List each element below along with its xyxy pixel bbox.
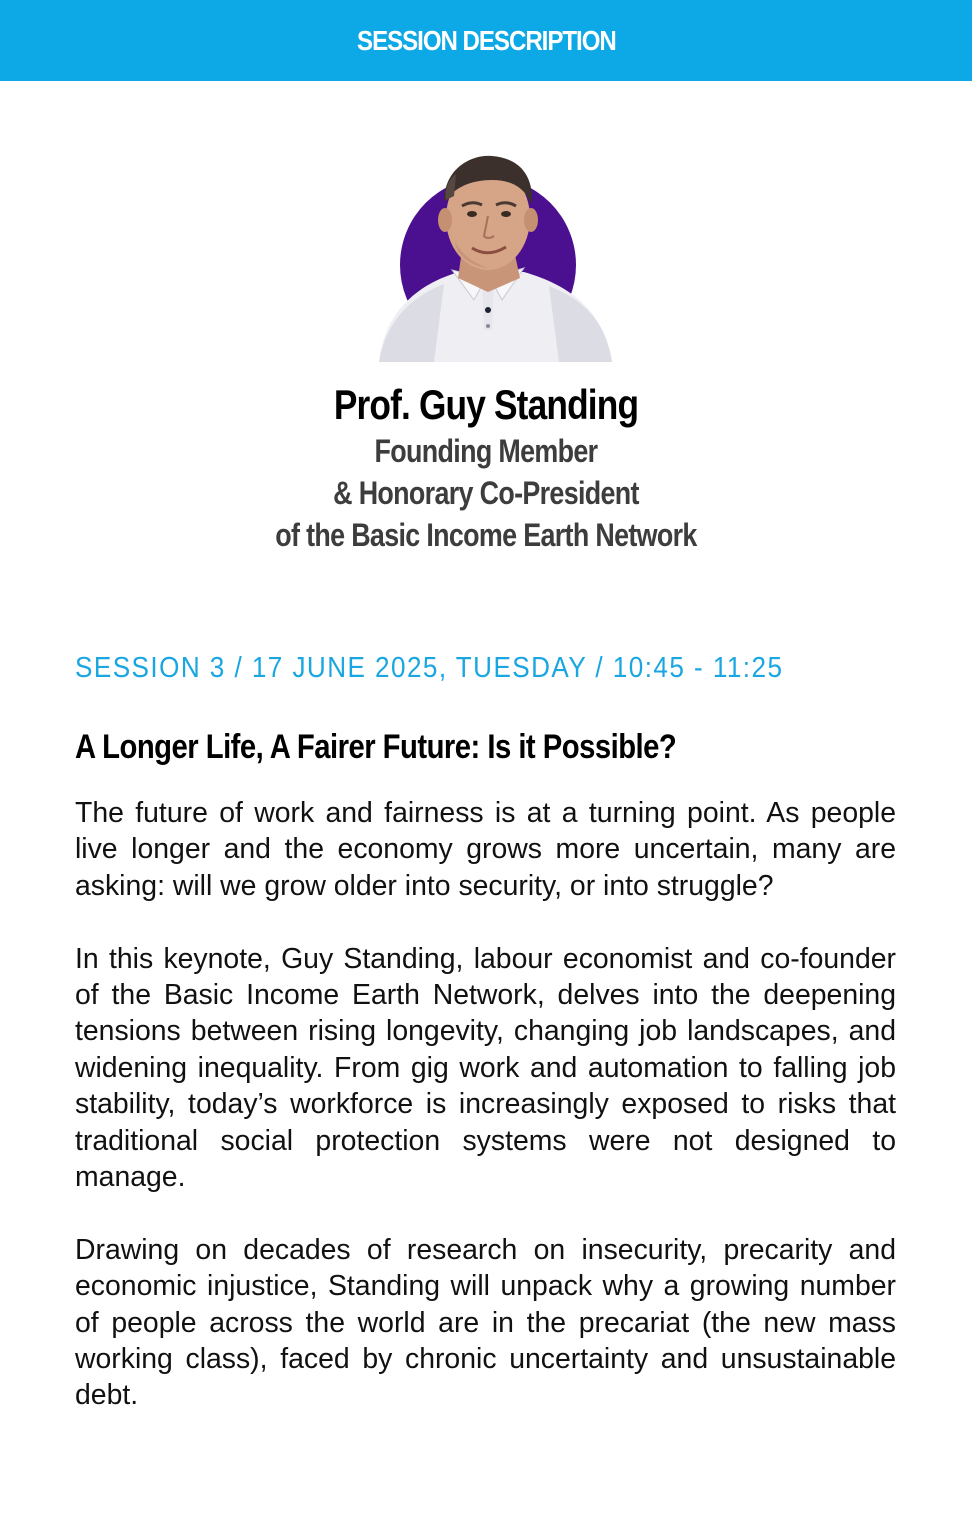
speaker-info xyxy=(0,380,972,556)
speaker-role-line: Founding Member xyxy=(374,433,598,469)
speaker-portrait-icon xyxy=(374,150,614,362)
speaker-name: Prof. Guy Standing xyxy=(333,381,639,428)
description-paragraph: Drawing on decades of research on insecurity, precarity and economic injustice, Standing will unpack why a growing number of people across the world are in the precariat (the new mass working class), faced by chronic uncertainty and unsustainable debt. xyxy=(75,1233,896,1412)
session-info: SESSION 3 / 17 JUNE 2025, TUESDAY / 10:45 - 11:25 xyxy=(75,652,784,684)
speaker-role-line: of the Basic Income Earth Network xyxy=(275,517,697,553)
description-paragraph: In this keynote, Guy Standing, labour economist and co-founder of the Basic Income Earth Network, delves into the deepening tensions between rising longevity, changing job landscapes, and widening inequality. From gig work and automation to falling job stability, today’s workforce is increasingly exposed to risks that traditional social protection systems were not designed to manage. xyxy=(75,942,896,1194)
speaker-role-line: & Honorary Co-President xyxy=(333,475,639,511)
header-bar xyxy=(0,0,972,81)
talk-title: A Longer Life, A Fairer Future: Is it Possible? xyxy=(75,728,677,766)
header-title: SESSION DESCRIPTION xyxy=(356,24,616,56)
talk-description xyxy=(75,795,896,1450)
description-paragraph: The future of work and fairness is at a turning point. As people live longer and the economy grows more uncertain, many are asking: will we grow older into security, or into struggle? xyxy=(75,797,896,902)
